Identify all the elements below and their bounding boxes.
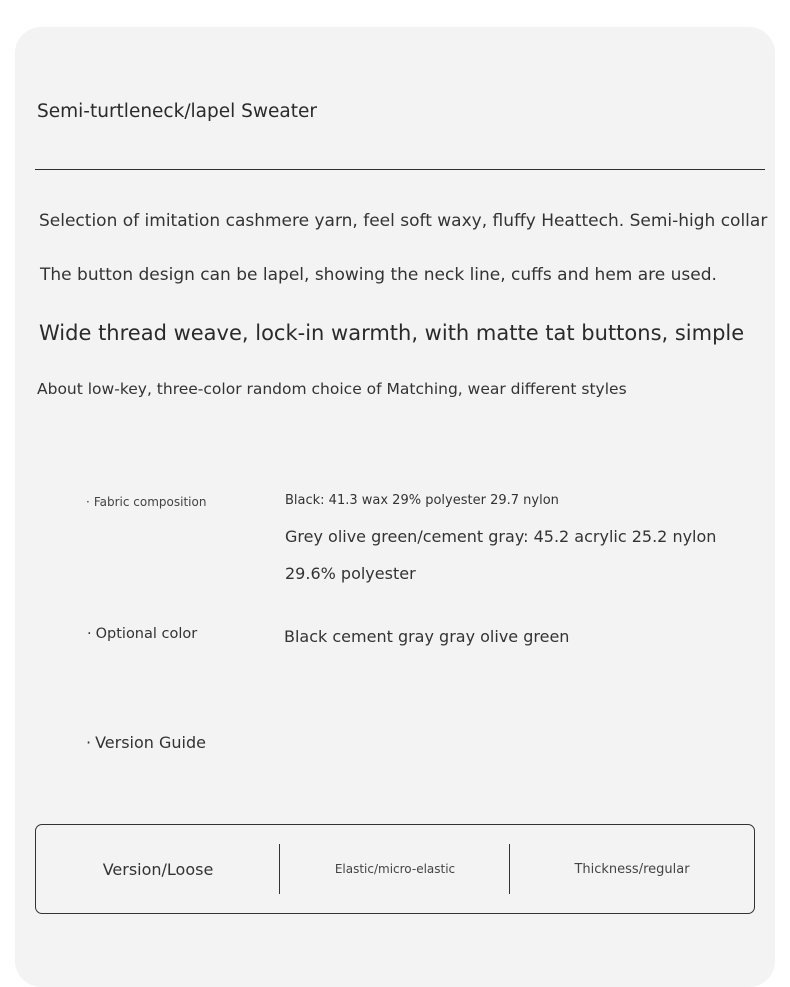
guide-version: Version/Loose: [102, 859, 214, 879]
color-label-text: Optional color: [95, 626, 198, 642]
description-line-2: The button design can be lapel, showing the neck line, cuffs and hem are used.: [40, 265, 717, 285]
description-line-4: About low-key, three-color random choice of Matching, wear different styles: [37, 380, 627, 398]
version-guide-label: [86, 733, 206, 752]
version-guide-text: Version Guide: [95, 733, 206, 752]
fabric-label: [86, 495, 206, 509]
version-guide-table: [35, 824, 755, 914]
bullet-dot: ·: [86, 733, 92, 752]
fabric-value-grey-cont: 29.6% polyester: [285, 564, 416, 583]
fabric-value-black: Black: 41.3 wax 29% polyester 29.7 nylon: [285, 493, 559, 508]
description-line-3: Wide thread weave, lock-in warmth, with matte tat buttons, simple: [39, 321, 745, 345]
bullet-dot: ·: [86, 495, 90, 509]
color-value: Black cement gray gray olive green: [284, 627, 570, 646]
fabric-label-text: Fabric composition: [93, 495, 207, 509]
description-line-1: Selection of imitation cashmere yarn, feel soft waxy, fluffy Heattech. Semi-high collar: [39, 211, 768, 231]
fabric-value-grey: Grey olive green/cement gray: 45.2 acrylic 25.2 nylon: [285, 527, 717, 546]
title-divider: [35, 169, 765, 170]
guide-elastic: Elastic/micro-elastic: [334, 862, 456, 876]
product-title: Semi-turtleneck/lapel Sweater: [37, 101, 318, 122]
bullet-dot: ·: [87, 626, 92, 642]
guide-thickness: Thickness/regular: [574, 861, 690, 877]
color-label: [87, 626, 197, 642]
